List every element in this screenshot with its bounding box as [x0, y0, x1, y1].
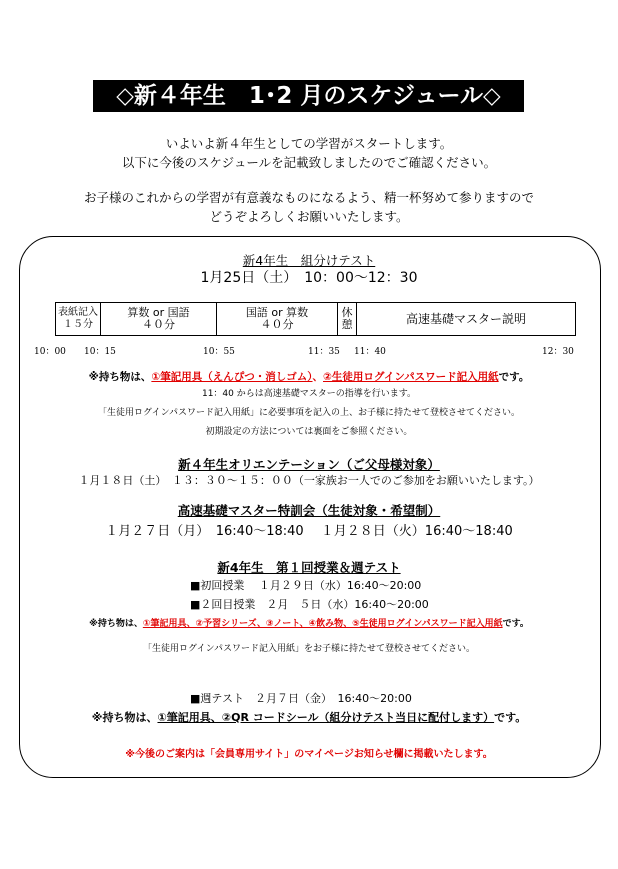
first-class-line-2: ■２回目授業 ２月 ５日（水）16:40～20:00	[190, 598, 429, 611]
special-heading: 高速基礎マスター特訓会（生徒対象・希望制）	[177, 503, 441, 518]
cell-subject-2: 国語 or 算数 ４０分	[217, 303, 338, 336]
cell-break: 休 憩	[338, 303, 357, 336]
orientation-heading: 新４年生オリエンテーション（ご父母様対象）	[178, 457, 440, 472]
footer-note: ※今後のご案内は「会員専用サイト」のマイページお知らせ欄に掲載いたします。	[125, 749, 493, 760]
orientation-detail: １月１８日（土） １３：３０～１５：００（一家族お一人でのご参加をお願いいたします。）	[78, 474, 540, 487]
intro-line-4: どうぞよろしくお願いいたします。	[209, 209, 409, 224]
cell-subject-1: 算数 or 国語 ４０分	[101, 303, 217, 336]
test-timetable	[55, 302, 576, 336]
special-detail: １月２７日（月） 16:40～18:40 １月２８日（火）16:40～18:40	[105, 524, 513, 539]
weekly-test-bring-list: ※持ち物は、①筆記用具、②QR コードシール（組分けテスト当日に配付します）です。	[91, 711, 527, 724]
test-date: 1月25日（土） 10：00～12：30	[200, 270, 418, 286]
test-bring-list: ※持ち物は、①筆記用具（えんぴつ・消しゴム）、②生徒用ログインパスワード記入用紙です。	[88, 371, 530, 383]
tick-1135: 11：35	[308, 347, 340, 357]
weekly-test-line: ■週テスト ２月７日（金） 16:40～20:00	[190, 692, 412, 705]
intro-line-3: お子様のこれからの学習が有意義なものになるよう、精一杯努めて参りますので	[83, 190, 534, 205]
test-note-2: 「生徒用ログインパスワード記入用紙」に必要事項を記入の上、お子様に持たせて登校させてください。	[98, 408, 520, 418]
tick-1055: 10：55	[203, 347, 235, 357]
first-class-line-1: ■初回授業 １月２９日（水）16:40～20:00	[190, 579, 422, 592]
page-title: ◇新４年生 1･2 月のスケジュール◇	[93, 80, 524, 112]
intro-line-1: いよいよ新４年生としての学習がスタートします。	[165, 136, 453, 151]
intro-line-2: 以下に今後のスケジュールを記載致しましたのでご確認ください。	[121, 155, 497, 170]
first-class-note: 「生徒用ログインパスワード記入用紙」をお子様に持たせて登校させてください。	[143, 644, 475, 654]
first-class-bring-list: ※持ち物は、①筆記用具、②予習シリーズ、③ノート、④飲み物、⑤生徒用ログインパスワード記入用紙です。	[89, 619, 529, 629]
tick-1000: 10：00	[34, 347, 66, 357]
test-heading: 新4年生 組分けテスト	[242, 253, 376, 268]
test-note-3: 初期設定の方法については裏面をご参照ください。	[205, 427, 413, 437]
tick-1140: 11：40	[354, 347, 386, 357]
tick-1015: 10：15	[84, 347, 116, 357]
cell-explanation: 高速基礎マスター説明	[357, 303, 576, 336]
cell-cover: 表紙記入 １５分	[56, 303, 101, 336]
first-class-heading: 新4年生 第１回授業＆週テスト	[217, 560, 401, 575]
tick-1230: 12：30	[542, 347, 574, 357]
test-note-1: 11：40 からは高速基礎マスターの指導を行います。	[201, 389, 417, 399]
